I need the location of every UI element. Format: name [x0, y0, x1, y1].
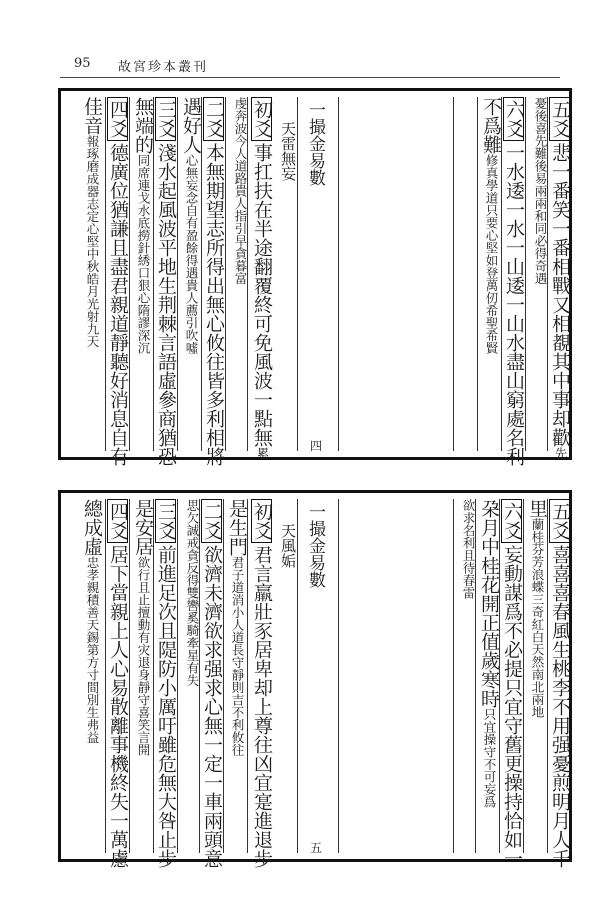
column-tail: 報琢磨成器志定心堅中秋皓月光射九天	[85, 135, 100, 348]
column-tail: 忠孝親積善天錫第方寸間別生弗益	[85, 556, 100, 744]
text-column	[477, 97, 500, 451]
column-text: 思欠誠戒貪反得雙轡奚騎牽星有失	[185, 499, 200, 687]
line-marker: 六爻	[503, 97, 524, 141]
line-marker: 初爻	[251, 499, 272, 543]
line-marker: 五爻	[549, 499, 570, 543]
text-column	[79, 97, 101, 451]
text-column	[453, 499, 474, 853]
leaf-number: 五	[310, 841, 323, 855]
page-number: 95	[74, 56, 91, 71]
line-marker: 四爻	[107, 499, 128, 543]
column-text: 一水逶一水一山逶一山水盡山窮處名利	[503, 143, 525, 466]
text-column	[201, 97, 225, 466]
center-title: 一撮金易數	[305, 101, 325, 186]
column-text: 虔奔波今人道路貴人指引早貪暮富	[233, 97, 248, 285]
text-column	[547, 97, 571, 460]
section-name: 天風姤	[279, 523, 297, 568]
bottom-panel	[58, 490, 572, 868]
line-marker: 初爻	[251, 97, 272, 141]
column-tail: 欲行且止擅動有灾退身靜守喜笑言開	[136, 556, 151, 756]
line-marker: 五爻	[549, 97, 570, 141]
text-column	[225, 97, 246, 451]
line-marker: 二爻	[201, 499, 222, 543]
text-column	[153, 499, 177, 868]
line-marker: 三爻	[155, 97, 176, 141]
column-text: 欲求名利且待春雷	[461, 499, 476, 599]
column-text: 佳音	[81, 97, 103, 135]
text-column	[525, 97, 546, 451]
column-text: 前進足次且隄防小厲吁雖危無大咎止步	[155, 545, 177, 868]
column-text: 君言羸壯豕居卑却上尊往凶宜寔進退步	[251, 545, 273, 868]
column-text: 憂後喜先難後易兩兩和同必得奇遇	[533, 97, 548, 285]
column-tail: 只宜操守不可妄爲	[482, 708, 497, 808]
column-text: 里	[526, 499, 548, 518]
text-column	[223, 499, 246, 853]
text-column	[199, 499, 223, 868]
center-strip	[297, 499, 339, 853]
text-column	[501, 97, 525, 466]
column-text: 本無期望志所得出無心攸往皆多利相將	[203, 143, 225, 466]
column-tail: 心無妄念自有盈餘得遇貴人薦引吹噓	[184, 154, 199, 354]
column-text: 不爲難	[480, 97, 502, 154]
line-marker: 二爻	[203, 97, 224, 141]
text-column	[105, 499, 129, 868]
text-column	[523, 499, 546, 853]
column-text: 是生門	[226, 499, 248, 556]
column-text: 朶月中桂花開正值歲寒時	[478, 499, 500, 708]
text-column	[247, 499, 273, 868]
column-text: 遇好人	[180, 97, 202, 154]
leaf-number: 四	[310, 439, 323, 453]
book-title: 故宮珍本叢刊	[118, 60, 209, 75]
top-panel	[58, 88, 572, 466]
column-text: 悲一番笑一番相戰又相覩其中事却歡	[549, 143, 571, 447]
column-text: 無端的	[132, 97, 154, 154]
section-name: 天雷無妄	[279, 121, 297, 181]
column-text: 德廣位猶謙且盡君親道靜聽好消息自有	[107, 143, 129, 466]
column-tail: 同席連戈水底撈針綉口狠心隋謬深沉	[136, 154, 151, 354]
column-text: 居下當親上人心易散離事機終失一萬慮	[107, 545, 129, 868]
column-tail: 先	[553, 447, 568, 460]
column-text: 喜喜喜春風生桃李不用强憂煎明月人千	[549, 545, 571, 868]
text-column	[105, 97, 129, 466]
column-text: 欲濟未濟欲求强求心無一定一車兩頭意	[201, 545, 223, 868]
center-title: 一撮金易數	[305, 503, 325, 588]
column-tail: 君子道消小人道長守靜則吉不利攸往	[230, 556, 245, 756]
text-column	[129, 499, 152, 853]
column-tail: 蘭桂芬芳浪蝶三奇紅白天然南北兩地	[530, 518, 545, 718]
text-column	[547, 499, 571, 868]
column-text: 妄動謀爲不必提只宜守舊更操持恰如一	[501, 545, 523, 868]
line-marker: 四爻	[107, 97, 128, 141]
column-text: 總成虛	[81, 499, 103, 556]
center-strip	[297, 97, 339, 451]
text-column	[499, 499, 523, 868]
text-column	[177, 499, 198, 853]
column-text: 事扛扶在半途翻覆終可免風波一點無	[251, 143, 273, 447]
text-column	[129, 97, 152, 451]
column-tail: 累	[255, 447, 270, 460]
page-header	[70, 54, 550, 78]
text-column	[79, 499, 101, 853]
text-column	[153, 97, 177, 466]
line-marker: 三爻	[155, 499, 176, 543]
header-rule	[60, 77, 560, 78]
text-column	[247, 97, 273, 460]
text-column	[177, 97, 200, 451]
line-marker: 六爻	[501, 499, 522, 543]
column-text: 是安居	[132, 499, 154, 556]
column-tail: 修真學道只要心堅如登萬仞希聖希賢	[484, 154, 499, 354]
text-column	[475, 499, 498, 853]
blank-column	[453, 97, 476, 451]
column-text: 淺水起風波平地生荆棘言語虛參商猶恐	[155, 143, 177, 466]
